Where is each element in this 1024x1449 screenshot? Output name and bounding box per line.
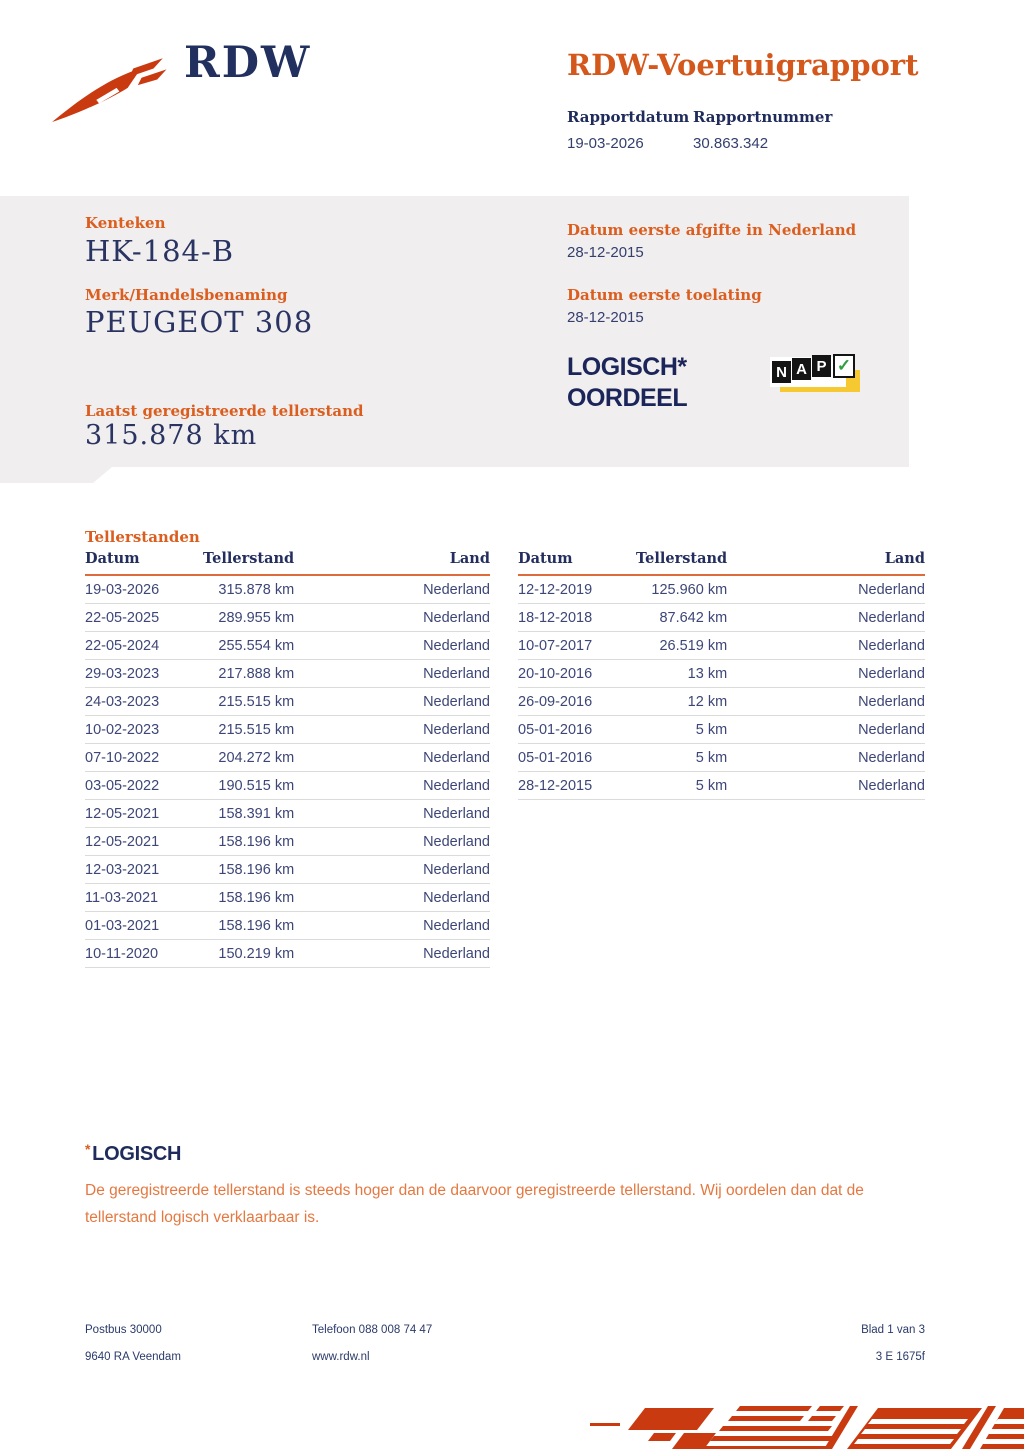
cell-tellerstand: 204.272 km [203,744,294,772]
cell-datum: 10-07-2017 [518,632,636,660]
cell-datum: 18-12-2018 [518,604,636,632]
report-number-value: 30.863.342 [693,135,769,152]
footer-page-info [861,1324,925,1378]
footer-website: www.rdw.nl [312,1351,370,1363]
page-title: RDW-Voertuigrapport [567,48,919,82]
cell-land: Nederland [727,632,925,660]
cell-land: Nederland [294,632,490,660]
cell-land: Nederland [294,912,490,940]
cell-tellerstand: 5 km [636,716,727,744]
table-row [85,828,490,856]
logisch-heading: * LOGISCH [85,1141,182,1165]
cell-datum: 05-01-2016 [518,744,636,772]
cell-tellerstand: 158.196 km [203,856,294,884]
report-date-label: Rapportdatum [567,108,690,126]
footer-address [85,1324,181,1378]
cell-tellerstand: 5 km [636,744,727,772]
nap-logo [770,354,864,398]
cell-land: Nederland [294,744,490,772]
cell-tellerstand: 158.196 km [203,912,294,940]
rdw-wordmark: RDW [184,38,312,88]
oordeel-line2: OORDEEL [567,384,688,412]
col-datum: Datum [85,550,203,575]
cell-tellerstand: 255.554 km [203,632,294,660]
merk-label: Merk/Handelsbenaming [85,286,288,304]
table-row [518,660,925,688]
cell-land: Nederland [294,800,490,828]
cell-tellerstand: 87.642 km [636,604,727,632]
cell-land: Nederland [294,604,490,632]
nap-check-icon: ✓ [833,354,855,378]
cell-datum: 19-03-2026 [85,575,203,604]
col-datum: Datum [518,550,636,575]
table-row [518,575,925,604]
col-land: Land [727,550,925,575]
logisch-explanation [85,1141,885,1231]
cell-land: Nederland [727,688,925,716]
cell-land: Nederland [294,688,490,716]
table-row [85,575,490,604]
cell-tellerstand: 217.888 km [203,660,294,688]
table-row [85,940,490,968]
table-row [85,716,490,744]
cell-land: Nederland [294,716,490,744]
cell-land: Nederland [727,660,925,688]
table-row [85,856,490,884]
cell-land: Nederland [727,575,925,604]
footer-form-code: 3 E 1675f [875,1351,925,1363]
table-row [85,772,490,800]
cell-land: Nederland [727,716,925,744]
nap-letter-p: P [812,355,831,377]
cell-datum: 12-05-2021 [85,828,203,856]
cell-land: Nederland [294,828,490,856]
cell-land: Nederland [727,604,925,632]
nap-letters [772,354,855,383]
table-row [85,912,490,940]
table-row [85,688,490,716]
table-row [518,632,925,660]
cell-datum: 10-11-2020 [85,940,203,968]
cell-tellerstand: 26.519 km [636,632,727,660]
cell-datum: 24-03-2023 [85,688,203,716]
cell-land: Nederland [727,744,925,772]
cell-land: Nederland [294,856,490,884]
table-row [518,744,925,772]
cell-datum: 11-03-2021 [85,884,203,912]
cell-datum: 10-02-2023 [85,716,203,744]
kenteken-value: HK-184-B [85,234,235,268]
eerste-afgifte-value: 28-12-2015 [567,244,644,261]
footer-phone: Telefoon 088 008 74 47 [312,1324,433,1336]
cell-tellerstand: 158.196 km [203,828,294,856]
cell-tellerstand: 190.515 km [203,772,294,800]
eerste-toelating-label: Datum eerste toelating [567,286,762,304]
cell-land: Nederland [294,660,490,688]
table-row [85,800,490,828]
cell-tellerstand: 13 km [636,660,727,688]
page-footer [85,1324,925,1384]
table-row [85,744,490,772]
footer-contact [312,1324,432,1378]
cell-land: Nederland [294,940,490,968]
table-row [518,716,925,744]
cell-land: Nederland [294,575,490,604]
cell-datum: 22-05-2024 [85,632,203,660]
eerste-toelating-value: 28-12-2015 [567,309,644,326]
cell-tellerstand: 12 km [636,688,727,716]
asterisk: * [85,1141,91,1157]
cell-tellerstand: 125.960 km [636,575,727,604]
cell-tellerstand: 215.515 km [203,716,294,744]
cell-datum: 28-12-2015 [518,772,636,800]
tellerstanden-table-left [85,550,490,968]
eerste-afgifte-label: Datum eerste afgifte in Nederland [567,221,857,239]
cell-datum: 03-05-2022 [85,772,203,800]
tellerstanden-table-right [518,550,925,800]
kenteken-label: Kenteken [85,214,166,232]
cell-tellerstand: 150.219 km [203,940,294,968]
cell-datum: 22-05-2025 [85,604,203,632]
tellerstanden-heading: Tellerstanden [85,528,200,546]
col-tellerstand: Tellerstand [203,550,294,575]
oordeel-verdict [567,352,687,414]
cell-datum: 12-05-2021 [85,800,203,828]
col-tellerstand: Tellerstand [636,550,727,575]
col-land: Land [294,550,490,575]
cell-tellerstand: 158.196 km [203,884,294,912]
cell-datum: 01-03-2021 [85,912,203,940]
report-date-value: 19-03-2026 [567,135,644,152]
nap-letter-a: A [792,358,811,380]
cell-datum: 12-03-2021 [85,856,203,884]
cell-tellerstand: 315.878 km [203,575,294,604]
table-row [518,604,925,632]
cell-datum: 20-10-2016 [518,660,636,688]
cell-datum: 26-09-2016 [518,688,636,716]
cell-land: Nederland [727,772,925,800]
table-row [85,632,490,660]
cell-land: Nederland [294,772,490,800]
cell-datum: 07-10-2022 [85,744,203,772]
table-header-row [518,550,925,575]
rdw-wing-logo-icon [52,56,172,128]
cell-tellerstand: 5 km [636,772,727,800]
nap-letter-n: N [772,361,791,383]
cell-datum: 12-12-2019 [518,575,636,604]
logisch-body-text: De geregistreerde tellerstand is steeds hoger dan de daarvoor geregistreerde tellerstand. Wij oordelen dan dat de tellerstand logisch verklaarbaar is. [85,1182,864,1226]
footer-page-number: Blad 1 van 3 [861,1324,925,1336]
cell-datum: 05-01-2016 [518,716,636,744]
oordeel-line1: LOGISCH* [567,353,687,381]
laatste-tellerstand-value: 315.878 km [85,420,258,451]
merk-value: PEUGEOT 308 [85,305,314,339]
cell-tellerstand: 289.955 km [203,604,294,632]
table-header-row [85,550,490,575]
bottom-stripes-decoration [584,1394,1024,1449]
report-number-label: Rapportnummer [693,108,833,126]
cell-datum: 29-03-2023 [85,660,203,688]
cell-tellerstand: 215.515 km [203,688,294,716]
table-row [85,604,490,632]
laatste-tellerstand-label: Laatst geregistreerde tellerstand [85,402,364,420]
table-row [85,884,490,912]
table-row [85,660,490,688]
table-row [518,772,925,800]
cell-tellerstand: 158.391 km [203,800,294,828]
report-meta [567,108,832,152]
cell-land: Nederland [294,884,490,912]
table-row [518,688,925,716]
footer-city: 9640 RA Veendam [85,1351,181,1363]
vehicle-summary-panel [0,196,909,467]
footer-postbus: Postbus 30000 [85,1324,162,1336]
